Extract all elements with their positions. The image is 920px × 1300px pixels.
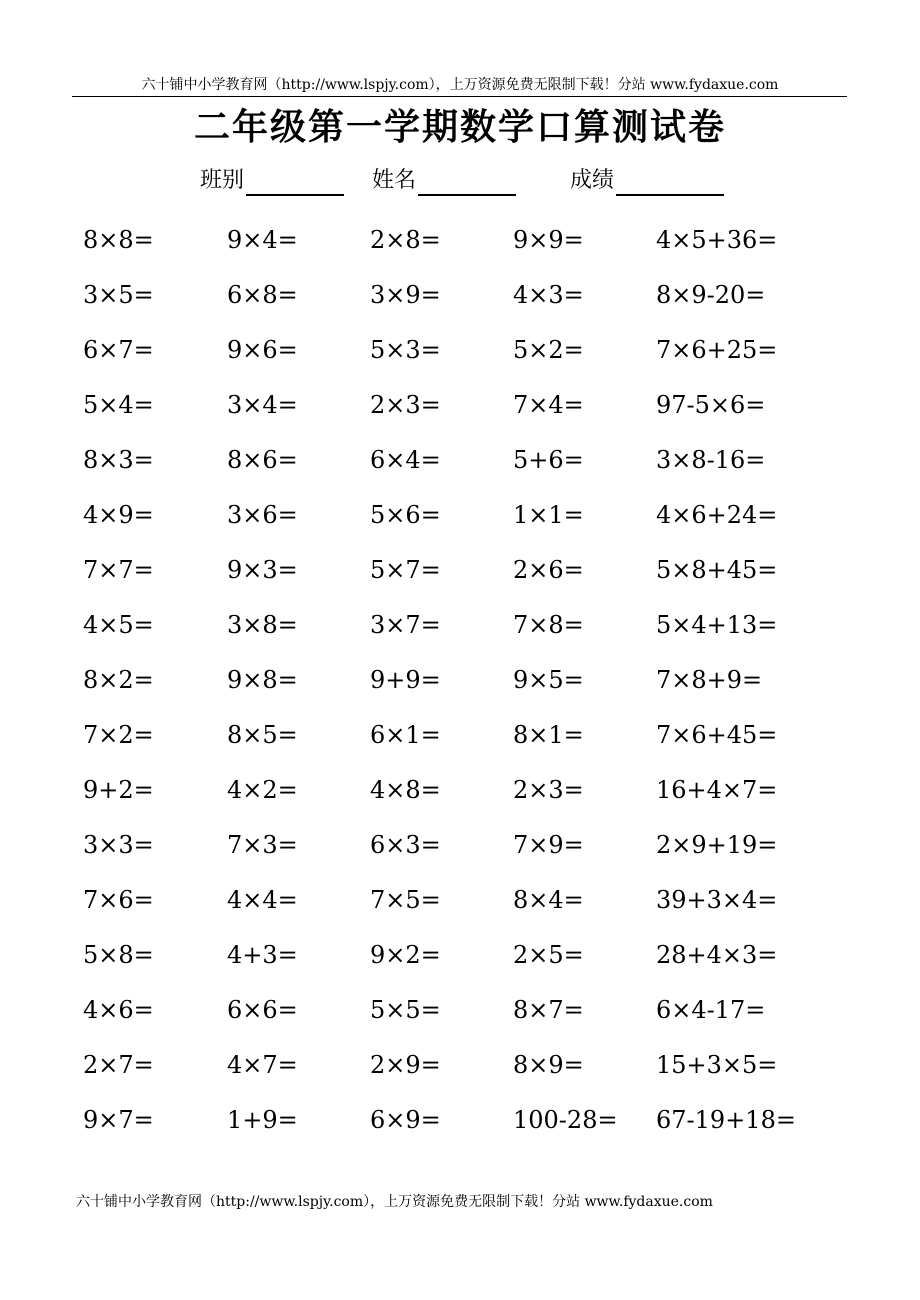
problem-row — [0, 607, 920, 662]
problem-item: 7×8+9= — [656, 666, 763, 694]
problem-item: 9+9= — [370, 666, 441, 694]
problem-item: 2×8= — [370, 226, 441, 254]
problem-item: 7×6+45= — [656, 721, 778, 749]
problem-item: 15+3×5= — [656, 1051, 778, 1079]
problem-item: 16+4×7= — [656, 776, 778, 804]
problem-item: 5×8+45= — [656, 556, 778, 584]
problem-item: 6×4-17= — [656, 996, 766, 1024]
problem-item: 67-19+18= — [656, 1106, 796, 1134]
problem-item: 5+6= — [513, 446, 584, 474]
problem-item: 4+3= — [227, 941, 298, 969]
page-header: 六十铺中小学教育网（http://www.lspjy.com），上万资源免费无限制下载！分站 www.fydaxue.com — [141, 77, 779, 93]
problem-row — [0, 717, 920, 772]
name-field — [372, 166, 516, 196]
problem-item: 4×2= — [227, 776, 298, 804]
problem-row — [0, 332, 920, 387]
problem-item: 9×6= — [227, 336, 298, 364]
problem-item: 9×2= — [370, 941, 441, 969]
problem-row — [0, 222, 920, 277]
problem-item: 4×6+24= — [656, 501, 778, 529]
problem-item: 100-28= — [513, 1106, 618, 1134]
header-divider — [72, 96, 847, 97]
problem-row — [0, 937, 920, 992]
problem-item: 4×8= — [370, 776, 441, 804]
problem-row — [0, 497, 920, 552]
problem-item: 5×7= — [370, 556, 441, 584]
problem-item: 8×9= — [513, 1051, 584, 1079]
problem-item: 4×5= — [83, 611, 154, 639]
problem-item: 3×8= — [227, 611, 298, 639]
problem-item: 5×4+13= — [656, 611, 778, 639]
problem-item: 3×3= — [83, 831, 154, 859]
problem-item: 8×3= — [83, 446, 154, 474]
problem-item: 8×8= — [83, 226, 154, 254]
problem-item: 3×4= — [227, 391, 298, 419]
problem-item: 7×6+25= — [656, 336, 778, 364]
problem-grid — [0, 222, 920, 1157]
problem-item: 6×6= — [227, 996, 298, 1024]
problem-item: 2×6= — [513, 556, 584, 584]
problem-row — [0, 772, 920, 827]
problem-item: 4×9= — [83, 501, 154, 529]
problem-item: 2×7= — [83, 1051, 154, 1079]
problem-item: 28+4×3= — [656, 941, 778, 969]
problem-item: 9×4= — [227, 226, 298, 254]
problem-item: 5×8= — [83, 941, 154, 969]
problem-item: 7×4= — [513, 391, 584, 419]
problem-item: 8×1= — [513, 721, 584, 749]
problem-item: 8×9-20= — [656, 281, 766, 309]
problem-item: 2×9+19= — [656, 831, 778, 859]
problem-item: 2×3= — [513, 776, 584, 804]
problem-item: 2×9= — [370, 1051, 441, 1079]
problem-item: 39+3×4= — [656, 886, 778, 914]
class-label: 班别 — [200, 168, 245, 193]
problem-item: 5×5= — [370, 996, 441, 1024]
problem-item: 3×7= — [370, 611, 441, 639]
problem-row — [0, 552, 920, 607]
problem-item: 5×3= — [370, 336, 441, 364]
problem-row — [0, 387, 920, 442]
problem-item: 9×9= — [513, 226, 584, 254]
score-blank[interactable] — [616, 168, 724, 196]
problem-item: 6×4= — [370, 446, 441, 474]
problem-row — [0, 882, 920, 937]
problem-item: 4×6= — [83, 996, 154, 1024]
problem-item: 7×6= — [83, 886, 154, 914]
problem-item: 1×1= — [513, 501, 584, 529]
problem-item: 9+2= — [83, 776, 154, 804]
score-field — [570, 166, 724, 196]
problem-item: 97-5×6= — [656, 391, 766, 419]
problem-item: 6×7= — [83, 336, 154, 364]
page-footer: 六十铺中小学教育网（http://www.lspjy.com），上万资源免费无限制下载！分站 www.fydaxue.com — [76, 1194, 713, 1210]
score-label: 成绩 — [570, 168, 615, 193]
problem-item: 8×4= — [513, 886, 584, 914]
problem-item: 6×3= — [370, 831, 441, 859]
student-info-row — [0, 166, 920, 200]
problem-item: 4×3= — [513, 281, 584, 309]
problem-item: 5×4= — [83, 391, 154, 419]
problem-item: 6×9= — [370, 1106, 441, 1134]
name-label: 姓名 — [372, 168, 417, 193]
problem-item: 5×6= — [370, 501, 441, 529]
problem-item: 3×8-16= — [656, 446, 766, 474]
problem-item: 9×7= — [83, 1106, 154, 1134]
problem-item: 8×7= — [513, 996, 584, 1024]
problem-row — [0, 662, 920, 717]
problem-item: 3×9= — [370, 281, 441, 309]
problem-item: 9×8= — [227, 666, 298, 694]
problem-row — [0, 992, 920, 1047]
problem-item: 4×4= — [227, 886, 298, 914]
problem-item: 7×9= — [513, 831, 584, 859]
problem-item: 8×2= — [83, 666, 154, 694]
problem-item: 4×7= — [227, 1051, 298, 1079]
problem-item: 6×1= — [370, 721, 441, 749]
problem-row — [0, 442, 920, 497]
problem-item: 3×6= — [227, 501, 298, 529]
problem-row — [0, 827, 920, 882]
problem-item: 7×7= — [83, 556, 154, 584]
problem-item: 7×8= — [513, 611, 584, 639]
problem-item: 8×5= — [227, 721, 298, 749]
problem-item: 8×6= — [227, 446, 298, 474]
problem-item: 9×5= — [513, 666, 584, 694]
problem-item: 2×3= — [370, 391, 441, 419]
problem-row — [0, 1102, 920, 1157]
problem-item: 2×5= — [513, 941, 584, 969]
class-blank[interactable] — [246, 168, 344, 196]
problem-row — [0, 1047, 920, 1102]
name-blank[interactable] — [418, 168, 516, 196]
problem-item: 3×5= — [83, 281, 154, 309]
problem-item: 6×8= — [227, 281, 298, 309]
page-title: 二年级第一学期数学口算测试卷 — [193, 107, 726, 148]
problem-item: 7×3= — [227, 831, 298, 859]
class-field — [200, 166, 344, 196]
problem-row — [0, 277, 920, 332]
problem-item: 5×2= — [513, 336, 584, 364]
problem-item: 1+9= — [227, 1106, 298, 1134]
problem-item: 7×2= — [83, 721, 154, 749]
problem-item: 7×5= — [370, 886, 441, 914]
problem-item: 4×5+36= — [656, 226, 778, 254]
problem-item: 9×3= — [227, 556, 298, 584]
